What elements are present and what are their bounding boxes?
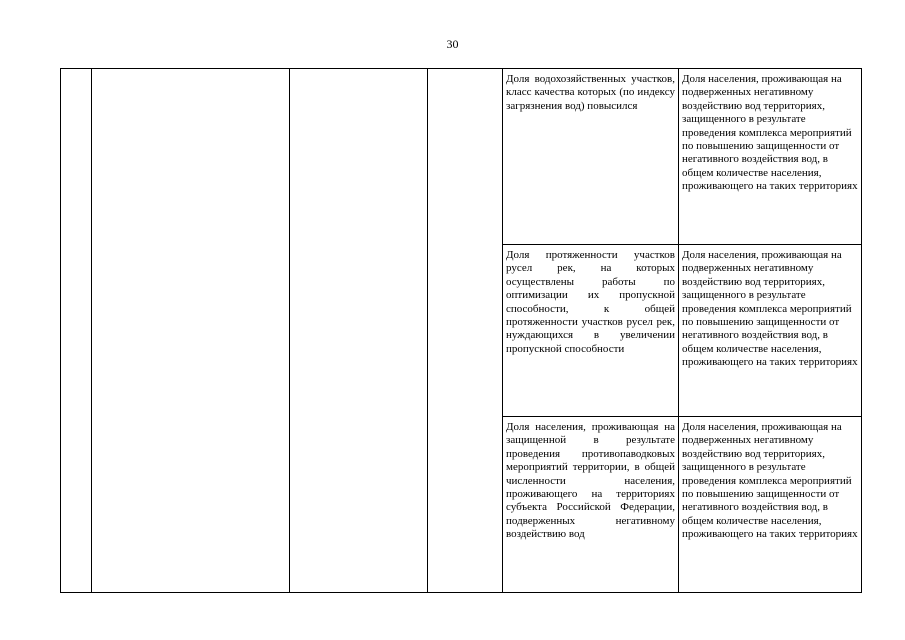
program-table: [60, 68, 862, 593]
indicator-cell: Доля водохозяйственных участков, класс качества которых (по индексу загрязнения вод) повысился: [503, 69, 679, 245]
page-number: 30: [446, 37, 459, 51]
empty-cell-number: [61, 69, 92, 593]
empty-cell-executor: [290, 69, 428, 593]
empty-cell-deadline: [428, 69, 503, 593]
indicator-cell: Доля протяженности участков русел рек, на которых осуществлены работы по оптимизации их пропускной способности, к общей протяженности участков русел рек, нуждающихся в увеличении пропускной способности: [503, 245, 679, 417]
indicator-cell: Доля населения, проживающая на защищенной в результате проведения противопаводковых мероприятий территории, в общей численности населения, проживающего на территориях субъекта Российской Федерации, подверженных негативному воздействию вод: [503, 417, 679, 593]
target-indicator-cell: Доля населения, проживающая на подверженных негативному воздействию вод территориях, защищенного в результате проведения комплекса мероприятий по повышению защищенности от негативного воздействия вод, в общем количестве населения, проживающего на таких территориях: [679, 69, 862, 245]
table-row: [61, 69, 862, 245]
target-indicator-cell: Доля населения, проживающая на подверженных негативному воздействию вод территориях, защищенного в результате проведения комплекса мероприятий по повышению защищенности от негативного воздействия вод, в общем количестве населения, проживающего на таких территориях: [679, 417, 862, 593]
target-indicator-cell: Доля населения, проживающая на подверженных негативному воздействию вод территориях, защищенного в результате проведения комплекса мероприятий по повышению защищенности от негативного воздействия вод, в общем количестве населения, проживающего на таких территориях: [679, 245, 862, 417]
empty-cell-name: [92, 69, 290, 593]
